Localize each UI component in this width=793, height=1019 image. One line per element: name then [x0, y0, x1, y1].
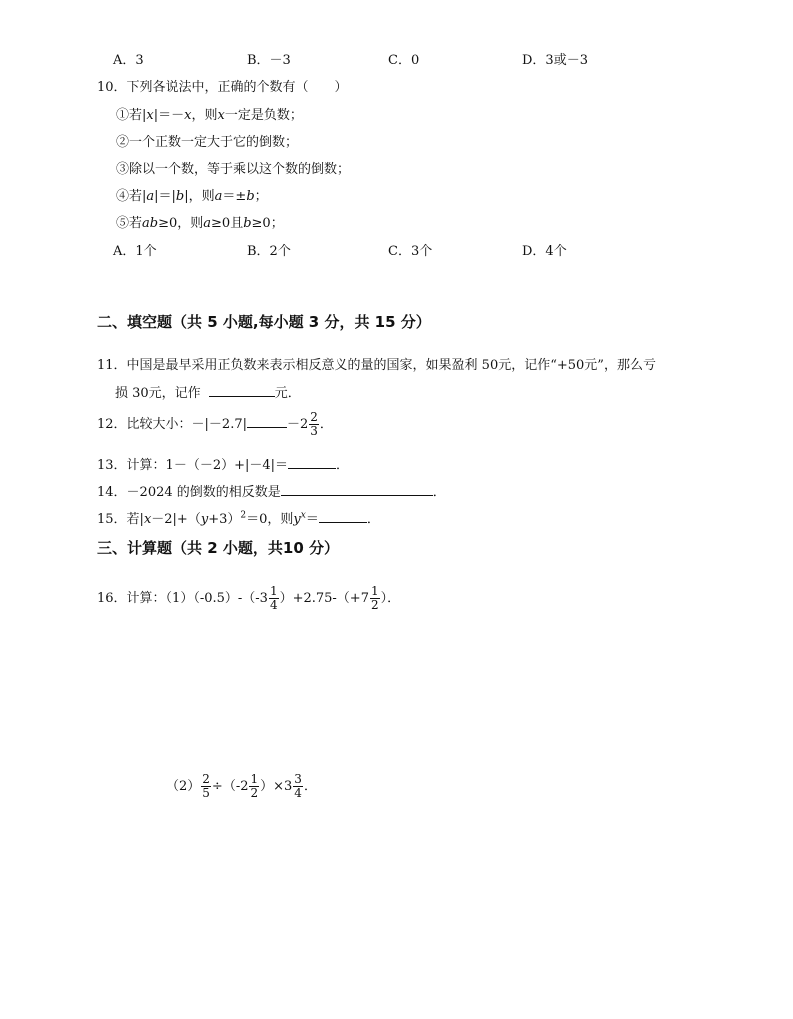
q12-text-pre: 12．比较大小：－|－2.7|: [97, 417, 247, 432]
q16-text-pre: 16．计算：（1）（-0.5）-（-3: [97, 591, 268, 606]
q15-text-1: 15．若|: [97, 512, 144, 527]
q12-fraction-den: 3: [310, 424, 318, 438]
q16b-text-end: ．: [303, 779, 317, 794]
q10-s4-var-b: b: [175, 189, 185, 204]
q10-s1-text-4: 一定是负数；: [224, 108, 303, 123]
q16-part-2: [166, 770, 317, 804]
q12-fraction-num: 2: [310, 410, 318, 424]
q16b-fraction-2: [249, 773, 259, 800]
q12-answer-blank[interactable]: [247, 415, 287, 428]
q16b-text-mid-2: ）×3: [260, 779, 293, 794]
q10-s1-text-1: ①若|: [116, 108, 147, 123]
q15-var-y: y: [200, 512, 209, 527]
q10-s1-text-3: ，则: [191, 108, 218, 123]
q10-s5-var-b: b: [243, 216, 252, 231]
q14-text-end: ．: [432, 485, 446, 500]
q15-var-y2: y: [293, 512, 301, 527]
q15-answer-blank[interactable]: [319, 510, 367, 523]
q16b-fraction-3-num: 3: [294, 772, 302, 786]
q15-text-5: ＝: [305, 512, 319, 527]
q10-s5-var-a: a: [203, 216, 212, 231]
q16-fraction-2: [370, 585, 380, 612]
q16b-text-mid-1: ÷（-2: [211, 779, 249, 794]
q16b-fraction-1: [201, 773, 211, 800]
q13-answer-blank[interactable]: [288, 456, 336, 469]
q14-answer-blank[interactable]: [281, 483, 433, 496]
q15-text-3: +3）: [208, 512, 241, 527]
q9-option-a: A．3: [113, 53, 144, 68]
q15-text-6: ．: [366, 512, 380, 527]
q10-s4-text-1: ④若|: [116, 189, 147, 204]
q16-fraction-2-num: 1: [370, 584, 379, 598]
q13-text-pre: 13．计算：1－（－2）+|－4|＝: [97, 458, 289, 473]
q12: [97, 408, 333, 442]
q10-s4-text-2: |＝|: [154, 189, 176, 204]
q16b-fraction-3-den: 4: [294, 786, 302, 800]
q16b-fraction-1-den: 5: [202, 786, 210, 800]
q15-var-x: x: [143, 512, 152, 527]
q12-fraction: [309, 411, 319, 438]
q15-exponent: 2: [240, 510, 247, 521]
q10-s5-text-3: ≥0且: [211, 216, 244, 231]
q10-option-a: A．1个: [113, 244, 157, 259]
q10-s1-var-x: x: [146, 108, 154, 123]
section-2-title: 二、填空题（共 5 小题,每小题 3 分，共 15 分）: [97, 313, 431, 331]
q9-option-d: D．3或－3: [522, 53, 588, 68]
q10-statement-3: ③除以一个数，等于乘以这个数的倒数；: [116, 162, 351, 177]
q10-s1-var-x3: x: [217, 108, 225, 123]
q10-s5-var-ab: ab: [142, 216, 159, 231]
q15-text-4: ＝0，则: [246, 512, 294, 527]
q14-text-pre: 14．－2024 的倒数的相反数是: [97, 485, 281, 500]
q10-option-d: D．4个: [522, 244, 567, 259]
q13: [97, 454, 349, 473]
q10-statement-2: ②一个正数一定大于它的倒数；: [116, 135, 299, 150]
q16-fraction-1-den: 4: [269, 598, 278, 612]
q10-option-b: B．2个: [247, 244, 291, 259]
q16b-fraction-1-num: 2: [202, 772, 210, 786]
q10-option-c: C．3个: [388, 244, 433, 259]
q16-text-mid: ）+2.75-（+7: [279, 591, 369, 606]
q10-s4-text-3: |，则: [184, 189, 215, 204]
q11-text-pre: 损 30元，记作: [115, 386, 201, 401]
q11-text-post: 元．: [274, 386, 301, 401]
q15-text-2: －2|+（: [151, 512, 201, 527]
q12-text-mid: －2: [286, 417, 309, 432]
q16b-fraction-3: [293, 773, 303, 800]
q15: [97, 508, 380, 527]
q9-option-c: C．0: [388, 53, 420, 68]
q10-s5-text-1: ⑤若: [116, 216, 143, 231]
q16b-text-pre: （2）: [166, 779, 201, 794]
q10-stem: 10．下列各说法中，正确的个数有（ ）: [97, 80, 348, 95]
q11-line-1: 11．中国是最早采用正负数来表示相反意义的量的国家，如果盈利 50元，记作“+50元”，那么亏: [97, 358, 656, 373]
section-3-title: 三、计算题（共 2 小题，共10 分）: [97, 539, 339, 557]
q10-s1-var-x2: x: [184, 108, 192, 123]
q10-statement-1: [116, 104, 303, 123]
q14: [97, 481, 446, 500]
q15-exponent-x: x: [300, 510, 306, 521]
q16-fraction-1: [269, 585, 279, 612]
q16-fraction-2-den: 2: [370, 598, 379, 612]
q11-line-2: [115, 382, 301, 401]
q10-s5-text-4: ≥0；: [251, 216, 284, 231]
q16-text-end: ）．: [380, 591, 401, 606]
q10-s4-var-b2: b: [246, 189, 255, 204]
q10-s4-text-5: ；: [254, 189, 268, 204]
q13-text-end: ．: [336, 458, 350, 473]
q10-s1-text-2: |＝－: [153, 108, 185, 123]
q9-option-b: B．－3: [247, 53, 291, 68]
q10-s5-text-2: ≥0，则: [158, 216, 204, 231]
q16b-fraction-2-den: 2: [250, 786, 259, 800]
q16-fraction-1-num: 1: [269, 584, 278, 598]
q10-s4-var-a2: a: [214, 189, 223, 204]
q10-s4-var-a: a: [146, 189, 155, 204]
q10-statement-4: [116, 185, 268, 204]
q12-text-end: ．: [319, 417, 333, 432]
q11-answer-blank[interactable]: [209, 384, 275, 397]
q10-s4-text-4: ＝±: [222, 189, 247, 204]
q10-statement-5: [116, 212, 284, 231]
q16-part-1: [97, 582, 400, 616]
q16b-fraction-2-num: 1: [250, 772, 259, 786]
